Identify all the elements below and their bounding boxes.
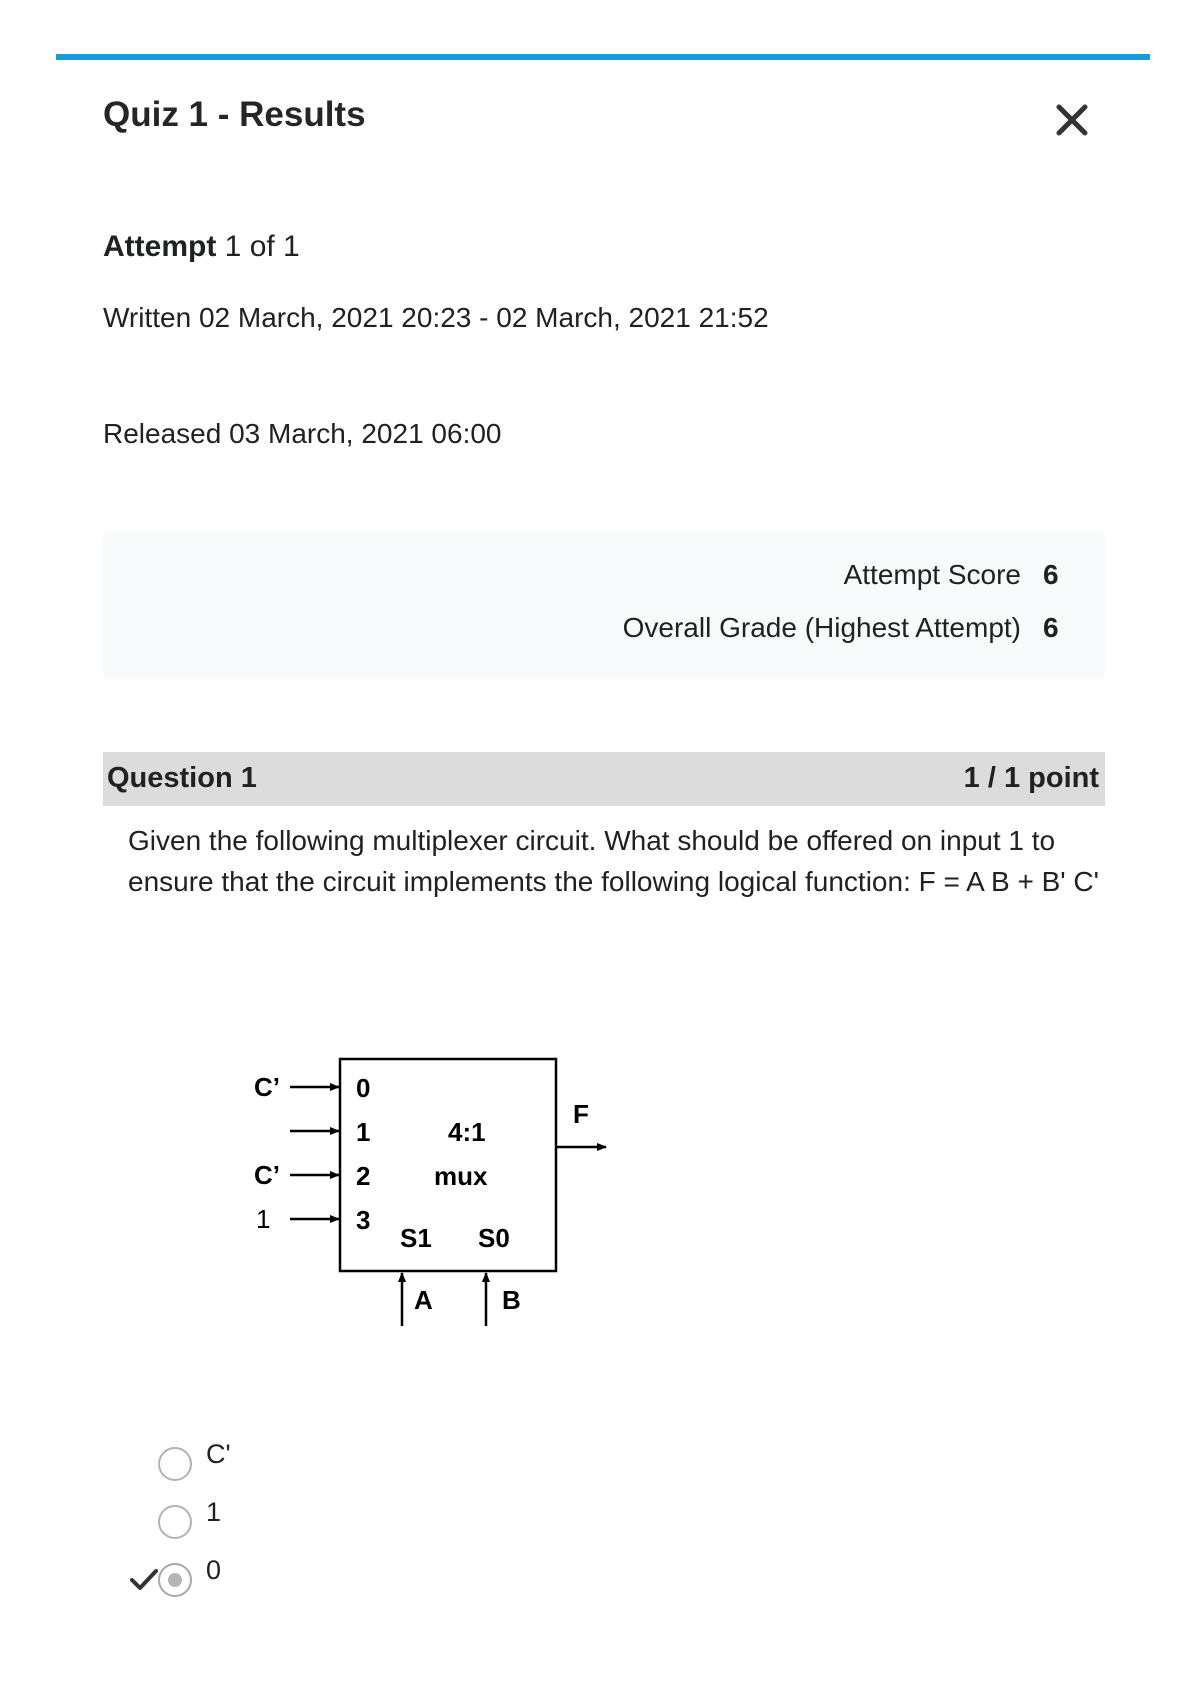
dialog-title: Quiz 1 - Results (103, 95, 366, 134)
attempt-score-value: 6 (1043, 559, 1059, 590)
attempt-label: Attempt (103, 230, 217, 263)
pin-label-2: 2 (356, 1161, 371, 1191)
pin-label-0: 0 (356, 1073, 371, 1103)
attempt-score-label: Attempt Score (843, 559, 1021, 590)
close-button[interactable] (1052, 100, 1092, 140)
correct-check-icon (130, 1568, 158, 1592)
attempt-count: 1 of 1 (224, 230, 300, 263)
question-points: 1 / 1 point (963, 762, 1099, 794)
input-signal-2: C’ (254, 1160, 280, 1190)
select-signal-a: A (414, 1285, 433, 1315)
top-accent-bar (56, 54, 1150, 60)
pin-label-1: 1 (356, 1117, 371, 1147)
select-label-s0: S0 (478, 1223, 510, 1253)
score-panel (103, 531, 1105, 679)
close-icon (1052, 100, 1092, 140)
output-signal: F (573, 1099, 589, 1129)
question-text: Given the following multiplexer circuit. What should be offered on input 1 to ensure that the circuit implements the following logical function: F = A B + B' C' (128, 825, 1099, 897)
released-date: Released 03 March, 2021 06:00 (103, 418, 502, 449)
overall-grade-value: 6 (1043, 612, 1059, 643)
written-dates: Written 02 March, 2021 20:23 - 02 March, 2021 21:52 (103, 302, 769, 333)
attempt-heading (103, 230, 300, 264)
radio-button[interactable] (158, 1447, 192, 1481)
choice-label: 0 (206, 1555, 222, 1585)
radio-button-selected[interactable] (158, 1563, 192, 1597)
choice-label: C' (206, 1439, 231, 1469)
pin-label-3: 3 (356, 1205, 371, 1235)
overall-grade-row (623, 612, 1057, 644)
mux-label: mux (434, 1161, 488, 1191)
overall-grade-label: Overall Grade (Highest Attempt) (622, 612, 1021, 643)
input-signal-3: 1 (256, 1204, 271, 1234)
select-signal-b: B (502, 1285, 521, 1315)
select-label-s1: S1 (400, 1223, 432, 1253)
mux-ratio-label: 4:1 (448, 1117, 486, 1147)
choice-label: 1 (206, 1497, 222, 1527)
question-header (103, 752, 1105, 806)
attempt-score-row (844, 559, 1057, 591)
radio-button[interactable] (158, 1505, 192, 1539)
question-title: Question 1 (107, 762, 257, 794)
input-signal-0: C’ (254, 1072, 280, 1102)
multiplexer-circuit-diagram (240, 1040, 640, 1340)
